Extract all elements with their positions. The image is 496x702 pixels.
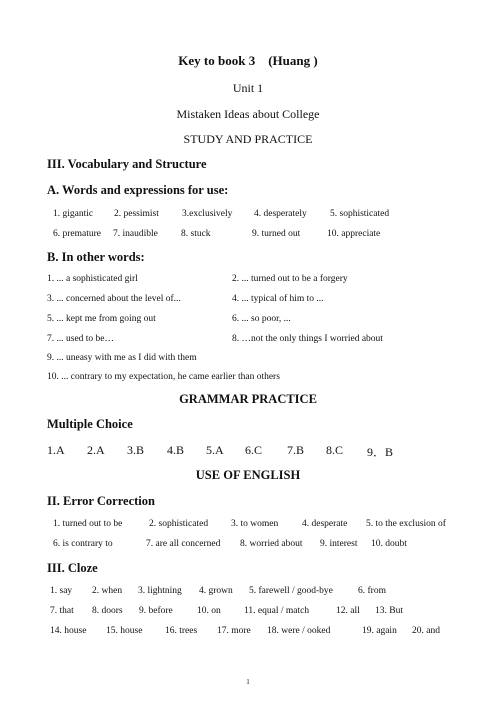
unit-title: Unit 1 [232,81,264,95]
paraphrase-item: 10. ... contrary to my expectation, he came earlier than others [47,372,280,382]
cloze-item: 15. house [106,626,143,636]
paraphrase-item: 4. ... typical of him to ... [232,294,324,304]
word-item: 3.exclusively [182,209,233,219]
paraphrase-item: 5. ... kept me from going out [47,314,156,324]
cloze-item: 16. trees [165,626,198,636]
in-other-words-heading: B. In other words: [47,250,145,264]
use-of-english-heading: USE OF ENGLISH [195,468,301,482]
answer-item: 4.B [167,443,185,457]
correction-item: 3. to women [231,519,279,529]
correction-item: 8. worried about [240,539,303,549]
cloze-item: 20. and [412,626,440,636]
cloze-item: 19. again [362,626,397,636]
grammar-heading: GRAMMAR PRACTICE [179,392,317,406]
cloze-item: 12. all [336,606,360,616]
paraphrase-item: 1. ... a sophisticated girl [47,274,138,284]
cloze-item: 8. doors [92,606,123,616]
answer-item: 8.C [326,443,344,457]
word-item: 2. pessimist [114,209,159,219]
correction-item: 1. turned out to be [53,519,123,529]
word-item: 8. stuck [181,229,211,239]
word-item: 7. inaudible [113,229,158,239]
word-item: 9. turned out [252,229,301,239]
answer-item: 9．B [367,445,394,459]
paraphrase-item: 6. ... so poor, ... [232,314,291,324]
correction-item: 4. desperate [302,519,348,529]
paraphrase-item: 2. ... turned out to be a forgery [232,274,348,284]
paraphrase-item: 8. …not the only things I worried about [232,334,383,344]
multiple-choice-heading: Multiple Choice [47,417,133,431]
cloze-item: 1. say [50,586,73,596]
word-item: 4. desperately [254,209,307,219]
correction-item: 10. doubt [371,539,407,549]
cloze-item: 5. farewell / good-bye [249,586,333,596]
answer-item: 5.A [206,443,224,457]
answer-item: 2.A [87,443,105,457]
correction-item: 9. interest [320,539,358,549]
cloze-item: 6. from [358,586,386,596]
correction-item: 6. is contrary to [53,539,113,549]
paraphrase-item: 7. ... used to be… [47,334,115,344]
answer-item: 7.B [287,443,305,457]
correction-item: 5. to the exclusion of [366,519,446,529]
vocab-heading: III. Vocabulary and Structure [47,157,207,171]
cloze-item: 3. lightning [138,586,182,596]
cloze-item: 18. were / ooked [267,626,331,636]
study-practice-heading: STUDY AND PRACTICE [183,132,313,146]
paraphrase-item: 3. ... concerned about the level of... [47,294,181,304]
words-heading: A. Words and expressions for use: [47,183,229,197]
word-item: 5. sophisticated [330,209,390,219]
cloze-item: 11. equal / match [244,606,310,616]
cloze-item: 17. more [217,626,251,636]
cloze-item: 13. But [375,606,403,616]
error-correction-heading: II. Error Correction [47,494,155,508]
page-number: 1 [246,678,250,686]
answer-item: 1.A [47,443,65,457]
correction-item: 7. are all concerned [146,539,221,549]
cloze-item: 9. before [139,606,173,616]
lesson-title: Mistaken Ideas about College [176,107,320,121]
cloze-item: 7. that [50,606,74,616]
word-item: 10. appreciate [327,229,381,239]
cloze-item: 4. grown [199,586,233,596]
cloze-heading: III. Cloze [47,561,98,575]
word-item: 6. premature [53,229,102,239]
answer-item: 3.B [127,443,145,457]
cloze-item: 2. when [92,586,123,596]
word-item: 1. gigantic [53,209,94,219]
cloze-item: 10. on [197,606,221,616]
answer-item: 6.C [245,443,263,457]
page-title: Key to book 3 (Huang ) [178,53,318,68]
paraphrase-item: 9. ... uneasy with me as I did with them [47,353,197,363]
correction-item: 2. sophisticated [149,519,209,529]
cloze-item: 14. house [50,626,87,636]
